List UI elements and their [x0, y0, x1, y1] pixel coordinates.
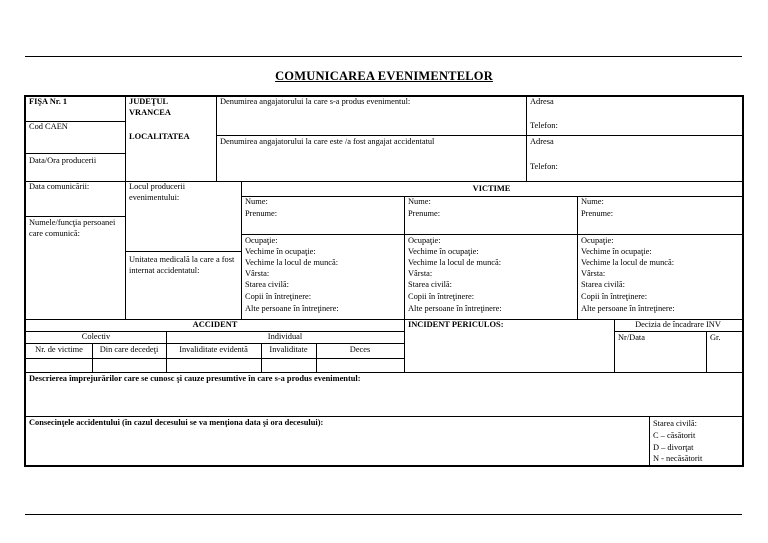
grid-line	[125, 181, 126, 319]
grid-line	[706, 331, 707, 372]
bottom-rule	[25, 514, 742, 515]
grid-line	[26, 372, 742, 373]
victim-2-detail: Ocupaţie:	[408, 236, 441, 245]
victim-3-detail: Vârsta:	[581, 269, 606, 278]
incident-header: INCIDENT PERICULOS:	[408, 320, 504, 329]
localitatea-label: LOCALITATEA	[129, 132, 190, 141]
grid-line	[26, 153, 125, 154]
locul-producerii-label: Locul producerii evenimentului:	[129, 182, 186, 202]
grid-line	[577, 196, 578, 319]
victim-1-detail: Copii în întreţinere:	[245, 292, 312, 301]
victim-1-detail: Starea civilă:	[245, 280, 289, 289]
accident-subheader: Deces	[349, 345, 371, 354]
data-ora-label: Data/Ora producerii	[29, 156, 97, 165]
victim-3-prenume: Prenume:	[581, 209, 614, 218]
consecintele-label: Consecinţele accidentului (în cazul decesului se va menţiona data şi ora decesului):	[29, 418, 324, 427]
victim-2-detail: Vechime la locul de muncă:	[408, 258, 502, 267]
grid-line	[125, 251, 241, 252]
victim-1-nume: Nume:	[245, 197, 268, 206]
victim-2-detail: Vechime în ocupaţie:	[408, 247, 479, 256]
grid-line	[241, 196, 742, 197]
adresa-2-label: Adresa	[530, 137, 554, 146]
starea-civila-item: D – divorţat	[653, 443, 694, 452]
victim-3-detail: Ocupaţie:	[581, 236, 614, 245]
telefon-1-label: Telefon:	[530, 121, 558, 130]
grid-line	[216, 97, 217, 181]
grid-line	[26, 343, 404, 344]
accident-subheader: Din care decedeţi	[99, 345, 159, 354]
accident-subheader: Invaliditate	[269, 345, 308, 354]
judetul-label: JUDEŢUL VRANCEA	[129, 97, 171, 117]
fisa-label: FIŞA Nr. 1	[29, 97, 68, 106]
grid-line	[241, 234, 742, 235]
grid-line	[216, 135, 742, 136]
grid-line	[404, 319, 405, 372]
colectiv-label: Colectiv	[81, 332, 111, 341]
angajator-accidentat-label: Denumirea angajatorului la care este /a fost angajat accidentatul	[220, 137, 435, 146]
accident-subheader: Nr. de victime	[35, 345, 83, 354]
victim-3-detail: Starea civilă:	[581, 280, 625, 289]
angajator-eveniment-label: Denumirea angajatorului la care s-a produs evenimentul:	[220, 97, 411, 106]
accident-header: ACCIDENT	[192, 320, 238, 329]
grid-line	[649, 416, 650, 467]
victim-3-detail: Alte persoane în întreţinere:	[581, 304, 675, 313]
victim-3-detail: Vechime la locul de muncă:	[581, 258, 675, 267]
grid-line	[26, 358, 404, 359]
victim-3-detail: Vechime în ocupaţie:	[581, 247, 652, 256]
victim-2-detail: Vârsta:	[408, 269, 433, 278]
victim-2-prenume: Prenume:	[408, 209, 441, 218]
individual-label: Individual	[267, 332, 303, 341]
top-rule	[25, 56, 742, 57]
gr-label: Gr.	[710, 333, 721, 342]
grid-line	[125, 97, 126, 181]
nr-data-label: Nr/Data	[618, 333, 645, 342]
victim-1-detail: Alte persoane în întreţinere:	[245, 304, 339, 313]
starea-civila-item: N - necăsătorit	[653, 454, 703, 463]
page-title: COMUNICAREA EVENIMENTELOR	[275, 69, 493, 83]
grid-line	[404, 196, 405, 319]
starea-civila-item: C – căsătorit	[653, 431, 696, 440]
victim-1-detail: Ocupaţie:	[245, 236, 278, 245]
victim-2-nume: Nume:	[408, 197, 431, 206]
starea-civila-title: Starea civilă:	[653, 419, 697, 428]
grid-line	[614, 331, 742, 332]
victim-3-detail: Copii în întreţinere:	[581, 292, 648, 301]
decizia-header: Decizia de încadrare INV	[635, 320, 721, 329]
victim-1-detail: Vechime la locul de muncă:	[245, 258, 339, 267]
victim-1-prenume: Prenume:	[245, 209, 278, 218]
victim-1-detail: Vârsta:	[245, 269, 270, 278]
grid-line	[241, 181, 242, 319]
nume-functie-label: Numele/funcţia persoanei care comunică:	[29, 218, 116, 238]
victim-2-detail: Starea civilă:	[408, 280, 452, 289]
cod-caen-label: Cod CAEN	[29, 122, 68, 131]
telefon-2-label: Telefon:	[530, 162, 558, 171]
victime-header: VICTIME	[472, 184, 511, 193]
descrierea-label: Descrierea împrejurărilor care se cunosc şi cauze presumtive în care s-a produs evenimentul:	[29, 374, 361, 383]
victim-1-detail: Vechime în ocupaţie:	[245, 247, 316, 256]
event-form	[24, 95, 744, 467]
grid-line	[26, 216, 125, 217]
grid-line	[526, 97, 527, 181]
grid-line	[26, 416, 742, 417]
data-comunicarii-label: Data comunicării:	[29, 182, 90, 191]
adresa-1-label: Adresa	[530, 97, 554, 106]
victim-2-detail: Alte persoane în întreţinere:	[408, 304, 502, 313]
unitatea-medicala-label: Unitatea medicală la care a fost internat accidentatul:	[129, 255, 235, 275]
accident-subheader: Invaliditate evidentă	[179, 345, 248, 354]
victim-2-detail: Copii în întreţinere:	[408, 292, 475, 301]
victim-3-nume: Nume:	[581, 197, 604, 206]
